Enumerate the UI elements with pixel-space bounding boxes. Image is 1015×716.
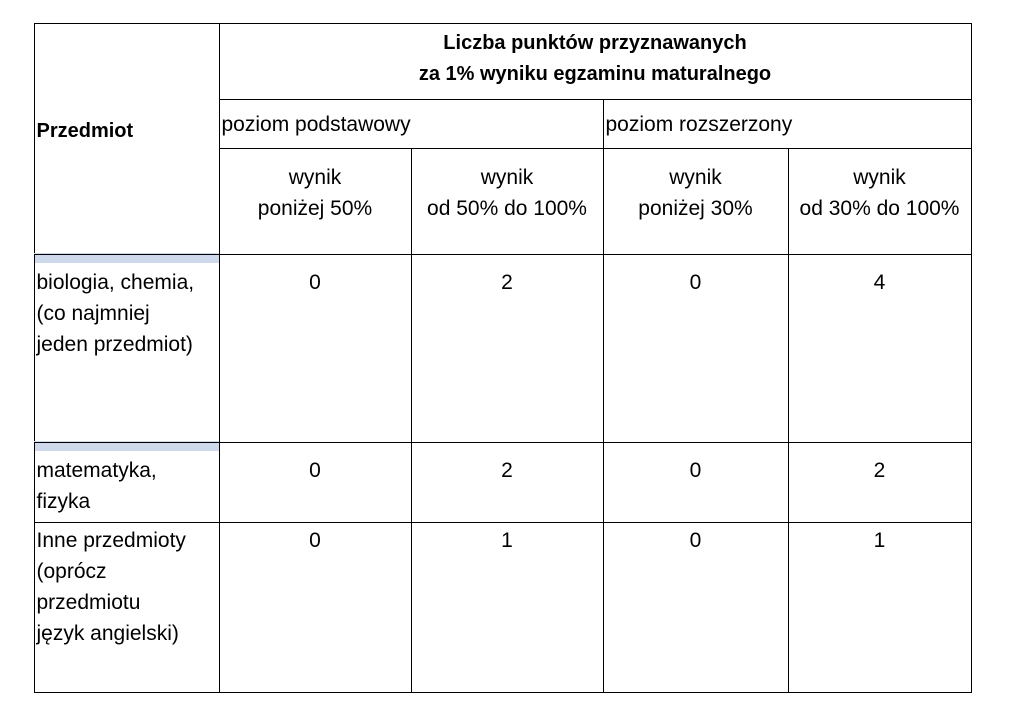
value-cell (788, 522, 972, 693)
value-cell (411, 254, 604, 443)
value: 0 (689, 270, 702, 294)
subject-header: Przedmiot (36, 119, 134, 142)
result-header-cell (219, 148, 412, 255)
points-header-cell (219, 23, 972, 100)
level-basic-label: poziom podstawowy (221, 112, 411, 136)
level-extended-label: poziom rozszerzony (605, 112, 793, 136)
value-cell (603, 522, 789, 693)
subject-cell (34, 254, 220, 443)
result-header-cell (603, 148, 789, 255)
value: 0 (309, 458, 321, 482)
value: 0 (309, 270, 321, 294)
points-header: Liczba punktów przyznawanych za 1% wyniku egzaminu maturalnego (418, 31, 772, 85)
value: 1 (501, 528, 513, 552)
value-cell (788, 442, 972, 523)
value: 2 (501, 270, 513, 294)
level-basic-cell (219, 99, 604, 149)
result-header: wynik od 30% do 100% (799, 165, 960, 220)
value-cell (219, 254, 412, 443)
subject-header-cell (34, 23, 220, 255)
subject-cell (34, 522, 220, 693)
value-cell (603, 442, 789, 523)
value: 2 (501, 458, 513, 482)
result-header: wynik poniżej 50% (257, 165, 373, 220)
value: 1 (873, 528, 886, 552)
result-header-cell (411, 148, 604, 255)
subject-name: biologia, chemia, (co najmniej jeden przedmiot) (36, 270, 195, 356)
level-extended-cell (603, 99, 972, 149)
value: 2 (873, 458, 886, 482)
value-cell (411, 442, 604, 523)
result-header: wynik od 50% do 100% (427, 165, 587, 220)
result-header: wynik poniżej 30% (638, 165, 753, 220)
value: 0 (689, 458, 702, 482)
value: 0 (309, 528, 321, 552)
value-cell (219, 522, 412, 693)
value-cell (603, 254, 789, 443)
value-cell (219, 442, 412, 523)
value-cell (788, 254, 972, 443)
points-table (34, 23, 972, 693)
value-cell (411, 522, 604, 693)
subject-name: Inne przedmioty (oprócz przedmiotu język angielski) (36, 528, 186, 645)
value: 4 (873, 270, 886, 294)
result-header-cell (788, 148, 972, 255)
value: 0 (689, 528, 702, 552)
subject-cell (34, 442, 220, 523)
subject-name: matematyka, fizyka (36, 458, 157, 513)
